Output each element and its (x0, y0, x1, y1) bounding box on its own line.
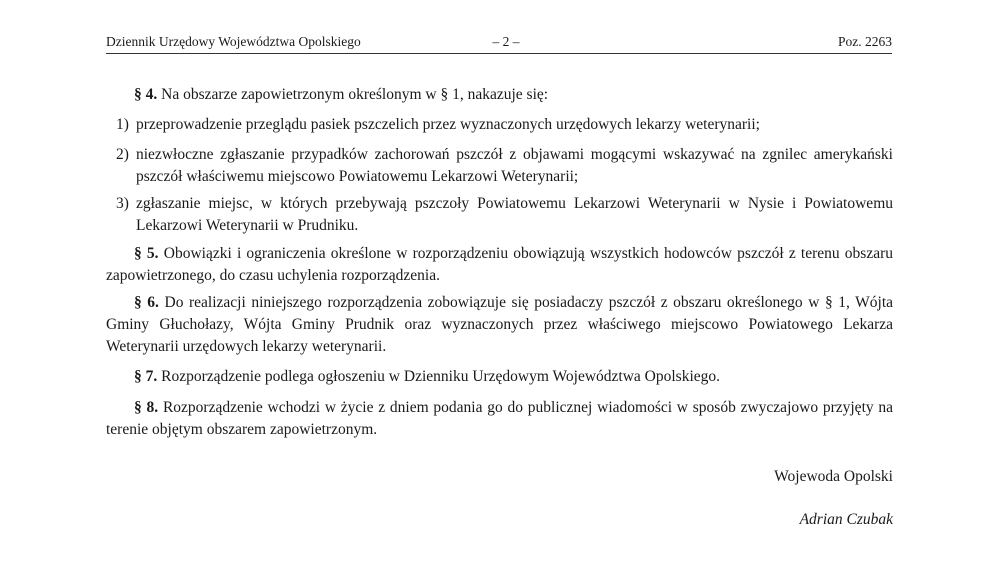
paragraph-5 (106, 243, 893, 287)
paragraph-7-text: Rozporządzenie podlega ogłoszeniu w Dzienniku Urzędowym Województwa Opolskiego. (161, 368, 721, 385)
list-item-text: niezwłoczne zgłaszanie przypadków zachorowań pszczół z objawami mogącymi wskazywać na zgnilec amerykański pszczół właściwemu miejscowo Powiatowemu Lekarzowi Weterynarii; (136, 146, 893, 185)
paragraph-6-text: Do realizacji niniejszego rozporządzenia zobowiązuje się posiadaczy pszczół z obszaru określonego w § 1, Wójta Gminy Głuchołazy, Wójta Gminy Prudnik oraz wyznaczonych przez właściwego miejscowo Powiatowego Lekarza Weterynarii urzędowych lekarzy weterynarii. (106, 294, 894, 355)
signature-office: Wojewoda Opolski (774, 468, 893, 485)
paragraph-8-text: Rozporządzenie wchodzi w życie z dniem podania go do publicznej wiadomości w sposób zwyczajowo przyjęty na terenie objętym obszarem zapowietrzonym. (106, 399, 894, 438)
list-item-number: 1) (116, 116, 129, 133)
paragraph-4-text: Na obszarze zapowietrzonym określonym w § 1, nakazuje się: (161, 86, 549, 103)
journal-title: Dziennik Urzędowy Województwa Opolskiego (106, 34, 361, 49)
paragraph-8 (106, 397, 893, 441)
page-number: – 2 – (492, 34, 520, 49)
paragraph-8-label: § 8. (134, 399, 159, 416)
list-item-number: 3) (116, 195, 129, 212)
paragraph-4-label: § 4. (134, 86, 158, 103)
paragraph-6-label: § 6. (134, 294, 159, 311)
paragraph-5-label: § 5. (134, 245, 159, 262)
paragraph-7-label: § 7. (134, 368, 158, 385)
page-header (106, 33, 892, 54)
paragraph-6 (106, 292, 893, 358)
paragraph-7 (106, 366, 893, 388)
paragraph-4 (106, 84, 893, 106)
position-number: Poz. 2263 (838, 34, 892, 49)
signature-name: Adrian Czubak (799, 511, 893, 528)
paragraph-5-text: Obowiązki i ograniczenia określone w rozporządzeniu obowiązują wszystkich hodowców pszczół z terenu obszaru zapowietrzonego, do czasu uchylenia rozporządzenia. (106, 245, 894, 284)
list-item-text: zgłaszanie miejsc, w których przebywają pszczoły Powiatowemu Lekarzowi Weterynarii w Nysie i Powiatowemu Lekarzowi Weterynarii w Prudniku. (136, 195, 893, 234)
list-item-number: 2) (116, 146, 129, 163)
list-item-text: przeprowadzenie przeglądu pasiek pszczelich przez wyznaczonych urzędowych lekarzy weterynarii; (136, 116, 760, 133)
